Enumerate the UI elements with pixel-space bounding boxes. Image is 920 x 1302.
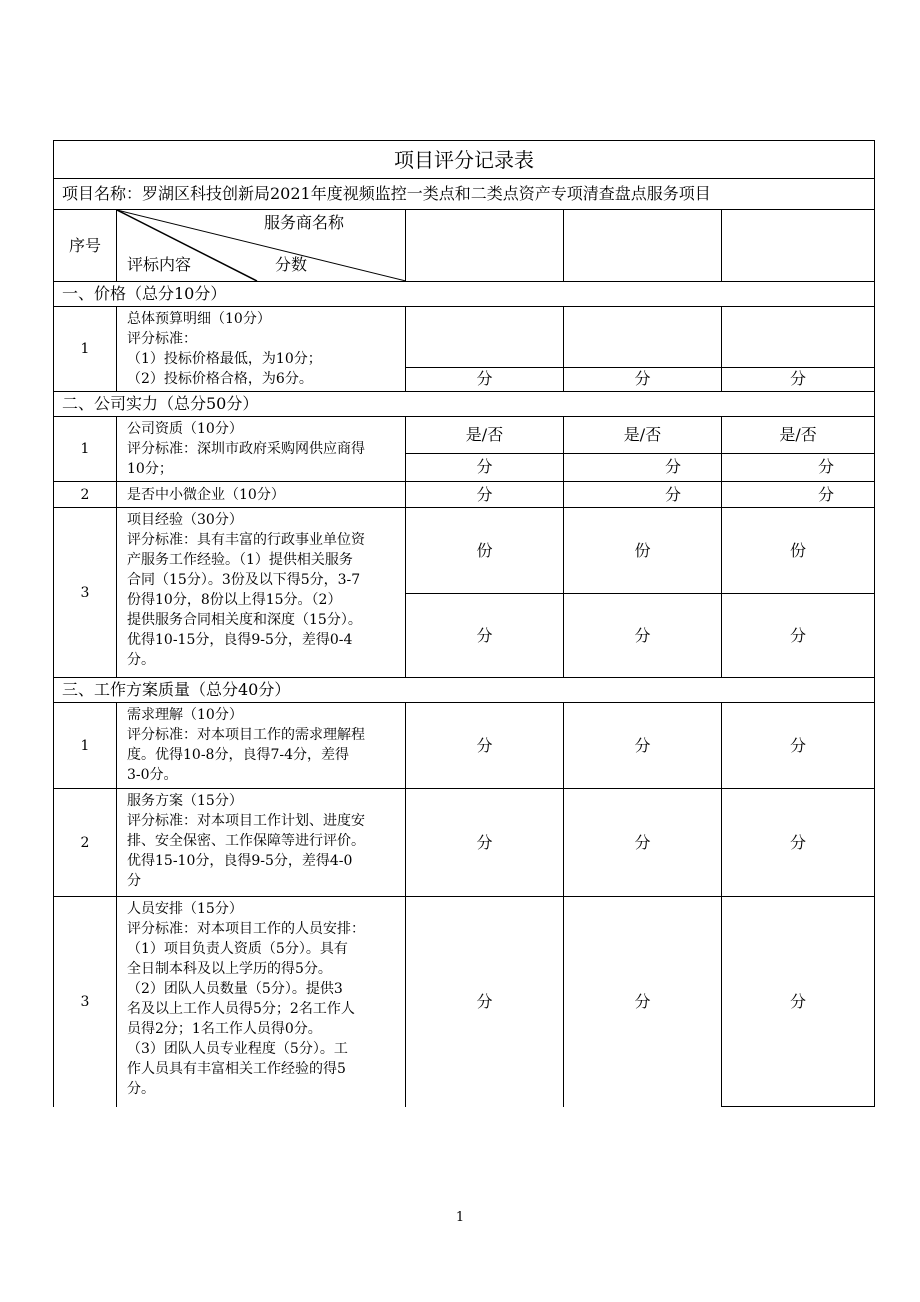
row-number: 1 (54, 703, 117, 789)
vendor-2-service-score[interactable]: 分 (564, 789, 722, 897)
vendor-1-price-entry[interactable] (406, 307, 564, 368)
criteria-experience: 项目经验（30分） 评分标准：具有丰富的行政事业单位资 产服务工作经验。（1）提供相关服务 合同（15分）。3份及以下得5分，3-7 份得10分，8份以上得15分。（2） 提供服务合同相关度和深度（15分）。 优得10-15分，良得9-5分，差得0-4 分。 (117, 508, 406, 678)
row-number: 3 (54, 897, 117, 1107)
criteria-requirement: 需求理解（10分） 评分标准：对本项目工作的需求理解程 度。优得10-8分，良得7-4分，差得 3-0分。 (117, 703, 406, 789)
header-criteria: 评标内容 (127, 255, 192, 274)
header-diagonal-cell (117, 210, 406, 282)
criteria-budget: 总体预算明细（10分） 评分标准： （1）投标价格最低，为10分； （2）投标价格合格，为6分。 (117, 307, 406, 392)
vendor-3-price-entry[interactable] (722, 307, 875, 368)
vendor-2-experience-score[interactable]: 分 (564, 594, 722, 678)
vendor-2-requirement-score[interactable]: 分 (564, 703, 722, 789)
vendor-1-price-score[interactable]: 分 (406, 367, 564, 391)
vendor-3-staffing-score[interactable]: 分 (722, 897, 875, 1107)
vendor-1-qualification-score[interactable]: 分 (406, 453, 564, 481)
criteria-service-plan: 服务方案（15分） 评分标准：对本项目工作计划、进度安 排、安全保密、工作保障等进行评价。 优得15-10分，良得9-5分，差得4-0 分 (117, 789, 406, 897)
vendor-3-experience-score[interactable]: 分 (722, 594, 875, 678)
row-number: 2 (54, 482, 117, 508)
vendor-2-price-entry[interactable] (564, 307, 722, 368)
row-number: 3 (54, 508, 117, 678)
section-company-title: 二、公司实力（总分50分） (54, 392, 875, 417)
vendor-1-experience-score[interactable]: 分 (406, 594, 564, 678)
row-number: 2 (54, 789, 117, 897)
criteria-sme: 是否中小微企业（10分） (117, 482, 406, 508)
score-record-table (53, 140, 875, 1107)
vendor-3-sme-score[interactable]: 分 (722, 482, 875, 508)
criteria-staffing: 人员安排（15分） 评分标准：对本项目工作的人员安排： （1）项目负责人资质（5分）。具有 全日制本科及以上学历的得5分。 （2）团队人员数量（5分）。提供3 名及以上工作人员得5分；2名工作人 员得2分；1名工作人员得0分。 （3）团队人员专业程度（5分）。工 作人员具有丰富相关工作经验的得5 分。 (117, 897, 406, 1107)
vendor-3-qualification-yn[interactable]: 是/否 (722, 417, 875, 454)
vendor-1-name-cell[interactable] (406, 210, 564, 282)
vendor-3-price-score[interactable]: 分 (722, 367, 875, 391)
header-vendor-name: 服务商名称 (264, 213, 345, 232)
vendor-1-qualification-yn[interactable]: 是/否 (406, 417, 564, 454)
vendor-2-sme-score[interactable]: 分 (564, 482, 722, 508)
header-score: 分数 (275, 255, 308, 274)
section-price-title: 一、价格（总分10分） (54, 282, 875, 307)
vendor-2-contract-copies[interactable]: 份 (564, 508, 722, 594)
vendor-3-name-cell[interactable] (722, 210, 875, 282)
header-seq: 序号 (54, 210, 117, 282)
vendor-2-qualification-score[interactable]: 分 (564, 453, 722, 481)
vendor-2-qualification-yn[interactable]: 是/否 (564, 417, 722, 454)
vendor-1-service-score[interactable]: 分 (406, 789, 564, 897)
section-plan-title: 三、工作方案质量（总分40分） (54, 678, 875, 703)
vendor-3-service-score[interactable]: 分 (722, 789, 875, 897)
vendor-1-requirement-score[interactable]: 分 (406, 703, 564, 789)
row-number: 1 (54, 417, 117, 482)
vendor-2-staffing-score[interactable]: 分 (564, 897, 722, 1107)
page-number: 1 (455, 1210, 465, 1225)
vendor-2-name-cell[interactable] (564, 210, 722, 282)
project-name: 项目名称：罗湖区科技创新局2021年度视频监控一类点和二类点资产专项清查盘点服务项目 (54, 179, 875, 210)
criteria-qualification: 公司资质（10分） 评分标准：深圳市政府采购网供应商得 10分； (117, 417, 406, 482)
table-title: 项目评分记录表 (54, 141, 875, 179)
vendor-3-requirement-score[interactable]: 分 (722, 703, 875, 789)
vendor-1-contract-copies[interactable]: 份 (406, 508, 564, 594)
vendor-1-sme-score[interactable]: 分 (406, 482, 564, 508)
vendor-3-contract-copies[interactable]: 份 (722, 508, 875, 594)
row-number: 1 (54, 307, 117, 392)
vendor-3-qualification-score[interactable]: 分 (722, 453, 875, 481)
vendor-1-staffing-score[interactable]: 分 (406, 897, 564, 1107)
vendor-2-price-score[interactable]: 分 (564, 367, 722, 391)
